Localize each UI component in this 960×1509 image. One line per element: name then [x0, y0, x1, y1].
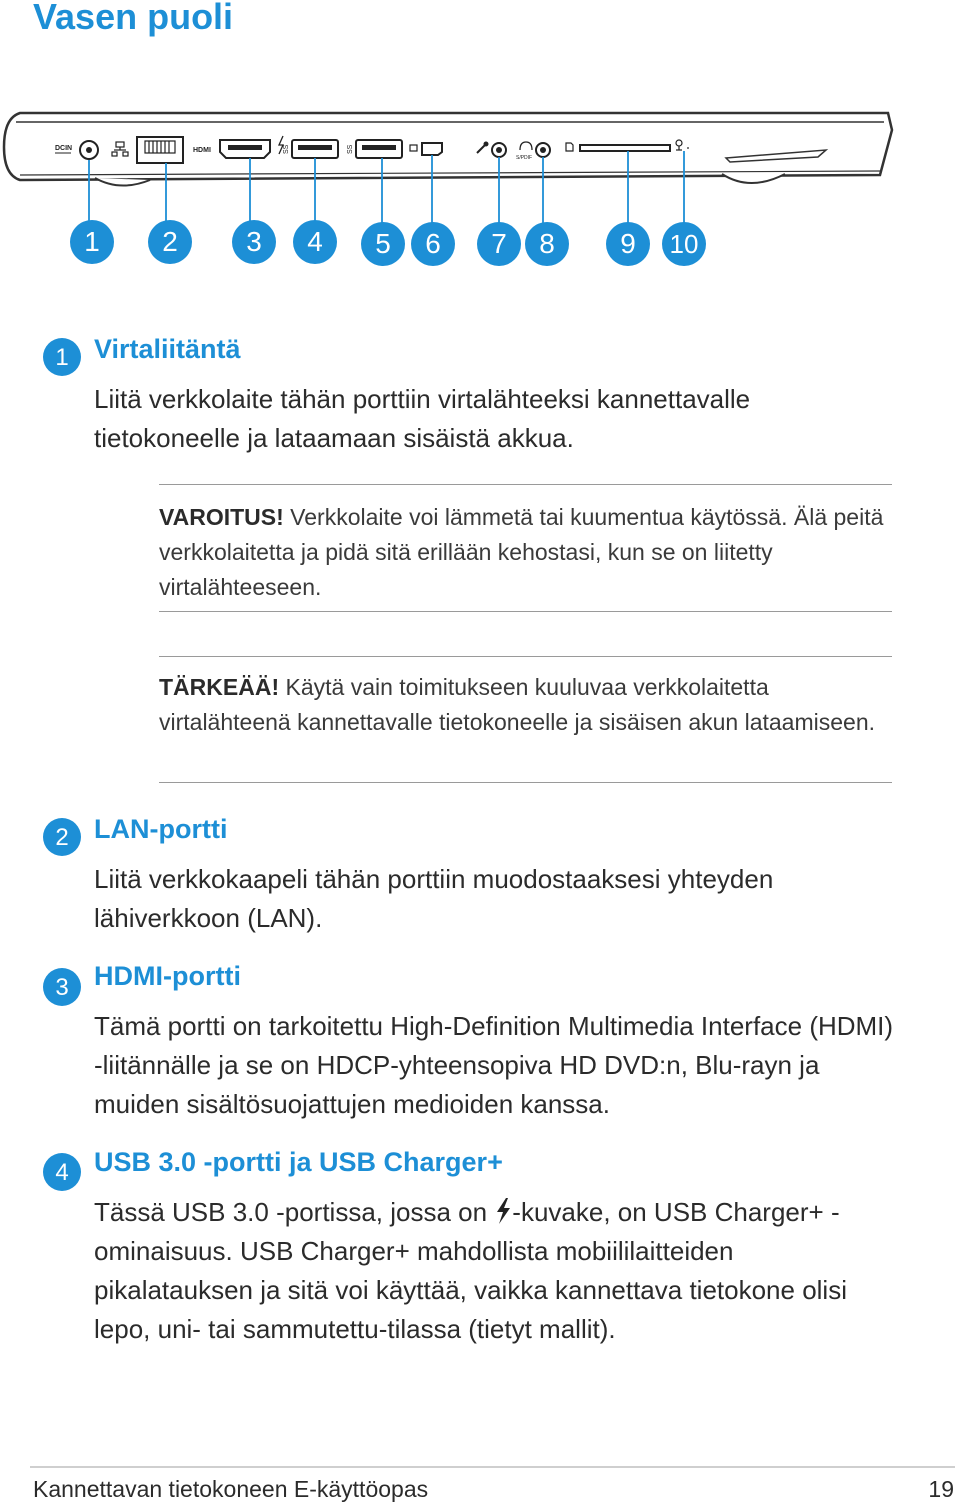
warning-top-rule — [159, 484, 892, 485]
callout-6: 6 — [411, 222, 455, 266]
callout-10: 10 — [662, 222, 706, 266]
memory-card-icon — [566, 143, 573, 151]
section-heading-4: USB 3.0 -portti ja USB Charger+ — [94, 1147, 503, 1177]
section-body-3: Tämä portti on tarkoitettu High-Definition Multimedia Interface (HDMI) -liitännälle ja se on HDCP-yhteensopiva HD DVD:n, Blu-rayn ja muiden sisältösuojattujen medioiden kanssa. — [94, 1011, 894, 1119]
callout-1: 1 — [70, 220, 114, 264]
warning-text: Verkkolaite voi lämmetä tai kuumentua käytössä. Älä peitä verkkolaitetta ja pidä sitä erillään kehostasi, kun se on liitetty virtalähteeseen. — [159, 504, 884, 600]
hdmi-label: HDMI — [193, 147, 211, 154]
callout-2: 2 — [148, 220, 192, 264]
warning-bottom-rule — [159, 611, 892, 612]
section-body-1: Liitä verkkolaite tähän porttiin virtalähteeksi kannettavalle tietokoneelle ja lataamaan sisäistä akkua. — [94, 384, 751, 453]
callout-8: 8 — [525, 222, 569, 266]
lan-port — [137, 137, 183, 163]
warning-note — [159, 500, 899, 605]
dcin-label: DCIN — [55, 145, 73, 152]
section-body-4-before: Tässä USB 3.0 -portissa, jossa on — [94, 1197, 495, 1227]
important-top-rule — [159, 656, 892, 657]
callout-5: 5 — [361, 222, 405, 266]
section-number-1: 1 — [43, 338, 81, 376]
section-heading-1: Virtaliitäntä — [94, 334, 241, 364]
usb-ss-label-2: SS — [347, 144, 354, 154]
section-number-4: 4 — [43, 1153, 81, 1191]
warning-label: VAROITUS! — [159, 504, 284, 530]
important-label: TÄRKEÄÄ! — [159, 674, 280, 700]
page-title: Vasen puoli — [33, 0, 234, 37]
laptop-left-side-diagram — [0, 100, 900, 300]
callout-4: 4 — [293, 220, 337, 264]
section-number-3: 3 — [43, 968, 81, 1006]
section-heading-3: HDMI-portti — [94, 961, 241, 991]
display-icon — [410, 145, 417, 151]
page-number: 19 — [928, 1476, 954, 1502]
footer-manual-title: Kannettavan tietokoneen E-käyttöopas — [33, 1476, 429, 1502]
section-body-4 — [94, 1193, 874, 1349]
important-bottom-rule — [159, 782, 892, 783]
section-body-4-after: -kuvake, on USB Charger+ -ominaisuus. USB Charger+ mahdollista mobiililaitteiden pikalatauksen ja sitä voi käyttää, vaikka kannettava tietokone olisi lepo, uni- tai sammutettu-tilassa (tietyt mallit). — [94, 1197, 847, 1344]
important-note — [159, 670, 899, 740]
usb-charger-bolt-inline-icon — [494, 1197, 512, 1225]
important-text: Käytä vain toimitukseen kuuluvaa verkkolaitetta virtalähteenä kannettavalle tietokoneelle ja sisäisen akun lataamiseen. — [159, 674, 876, 735]
mini-displayport — [422, 143, 442, 155]
card-reader-slot — [580, 145, 670, 151]
usb-ss-label-1: SS — [283, 144, 290, 154]
section-number-2: 2 — [43, 818, 81, 856]
section-body-2: Liitä verkkokaapeli tähän porttiin muodostaaksesi yhteyden lähiverkkoon (LAN). — [94, 864, 774, 933]
callout-9: 9 — [606, 222, 650, 266]
spdif-label: S/PDIF — [516, 155, 533, 161]
callout-3: 3 — [232, 220, 276, 264]
section-heading-2: LAN-portti — [94, 814, 228, 844]
footer-rule — [30, 1466, 955, 1468]
callout-7: 7 — [477, 222, 521, 266]
